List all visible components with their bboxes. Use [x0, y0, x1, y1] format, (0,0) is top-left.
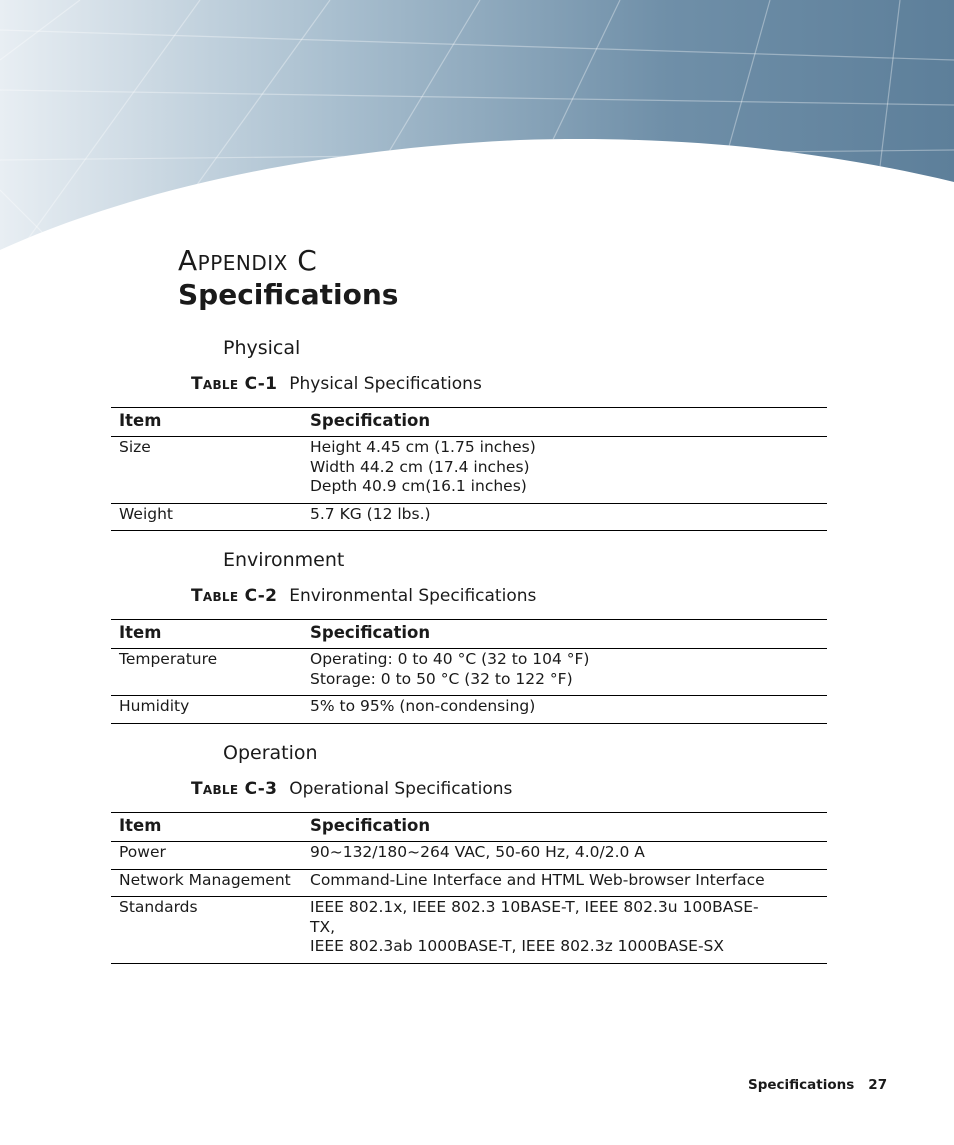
column-header-item: Item [111, 813, 302, 842]
page-title: Specifications [178, 278, 399, 311]
column-header-specification: Specification [302, 620, 827, 649]
table-row [111, 842, 827, 870]
table-title: Operational Specifications [289, 779, 513, 799]
operational-spec-table [111, 812, 827, 964]
item-cell: Temperature [111, 649, 302, 696]
spec-line: Operating: 0 to 40 °C (32 to 104 °F) [310, 650, 590, 668]
column-header-specification: Specification [302, 408, 827, 437]
table-row [111, 437, 827, 504]
table-title: Physical Specifications [289, 374, 482, 394]
spec-cell [302, 842, 827, 870]
page-footer [748, 1076, 887, 1094]
table-number: Table C-2 [191, 586, 278, 606]
table-number: Table C-3 [191, 779, 278, 799]
spec-line: 5% to 95% (non-condensing) [310, 697, 536, 715]
spec-cell [302, 869, 827, 897]
environmental-spec-table [111, 619, 827, 724]
table-row [111, 897, 827, 964]
spec-cell [302, 503, 827, 531]
table-row [111, 869, 827, 897]
footer-label: Specifications [748, 1077, 855, 1093]
spec-cell [302, 437, 827, 504]
physical-spec-table [111, 407, 827, 531]
section-heading-environment: Environment [223, 549, 345, 571]
table-number: Table C-1 [191, 374, 278, 394]
table-header-row [111, 813, 827, 842]
spec-line: IEEE 802.1x, IEEE 802.3 10BASE-T, IEEE 802.3u 100BASE-TX, [310, 898, 759, 936]
table-header-row [111, 620, 827, 649]
table-title: Environmental Specifications [289, 586, 537, 606]
table-caption-c2 [191, 585, 536, 607]
section-heading-physical: Physical [223, 337, 301, 359]
item-cell: Weight [111, 503, 302, 531]
spec-line: Depth 40.9 cm(16.1 inches) [310, 477, 527, 495]
page-number: 27 [868, 1077, 888, 1093]
item-cell: Network Management [111, 869, 302, 897]
table-caption-c3 [191, 778, 512, 800]
column-header-item: Item [111, 620, 302, 649]
header-banner [0, 0, 954, 260]
spec-cell [302, 649, 827, 696]
item-cell: Standards [111, 897, 302, 964]
item-cell: Power [111, 842, 302, 870]
spec-line: Height 4.45 cm (1.75 inches) [310, 438, 536, 456]
spec-cell [302, 897, 827, 964]
item-cell: Humidity [111, 696, 302, 724]
appendix-label: Appendix C [178, 244, 318, 277]
column-header-item: Item [111, 408, 302, 437]
spec-line: Storage: 0 to 50 °C (32 to 122 °F) [310, 669, 573, 688]
table-caption-c1 [191, 373, 482, 395]
spec-line: Command-Line Interface and HTML Web-browser Interface [310, 870, 765, 889]
spec-line: Width 44.2 cm (17.4 inches) [310, 457, 530, 476]
spec-line: IEEE 802.3ab 1000BASE-T, IEEE 802.3z 1000BASE-SX [310, 937, 725, 955]
column-header-specification: Specification [302, 813, 827, 842]
table-row [111, 696, 827, 724]
section-heading-operation: Operation [223, 742, 318, 764]
spec-line: 90~132/180~264 VAC, 50-60 Hz, 4.0/2.0 A [310, 843, 645, 861]
table-header-row [111, 408, 827, 437]
spec-line: 5.7 KG (12 lbs.) [310, 504, 431, 523]
table-row [111, 503, 827, 531]
spec-cell [302, 696, 827, 724]
table-row [111, 649, 827, 696]
item-cell: Size [111, 437, 302, 504]
